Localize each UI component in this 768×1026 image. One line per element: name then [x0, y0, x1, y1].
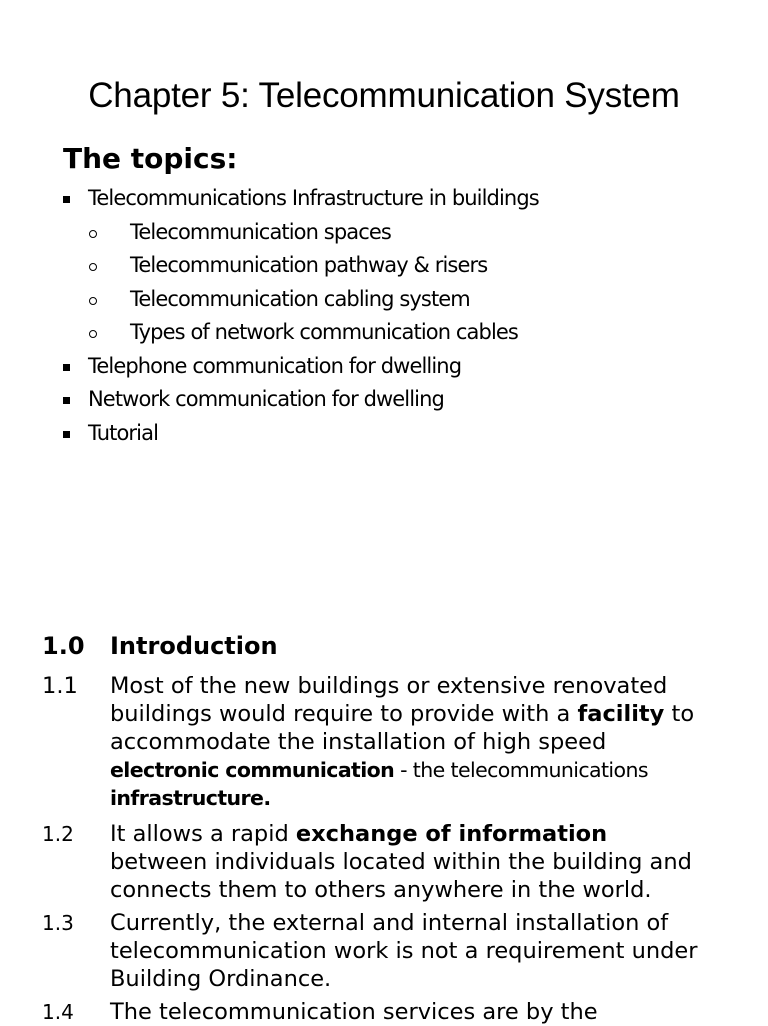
section-heading	[42, 632, 278, 660]
subtopic-text: Telecommunication spaces	[130, 219, 391, 244]
paragraph-number: 1.1	[42, 673, 78, 699]
paragraph-line: The telecommunication services are by the	[110, 999, 598, 1025]
square-bullet-icon	[63, 397, 70, 404]
paragraph-line: Most of the new buildings or extensive renovated	[110, 673, 668, 699]
chapter-title: Chapter 5: Telecommunication System	[88, 76, 680, 115]
circle-bullet-icon	[89, 297, 97, 305]
subtopic-text: Telecommunication cabling system	[130, 286, 470, 311]
square-bullet-icon	[63, 196, 70, 203]
subtopic-item	[0, 218, 768, 252]
topic-item	[0, 419, 768, 453]
paragraph-number: 1.2	[42, 822, 74, 846]
square-bullet-icon	[63, 364, 70, 371]
topics-heading: The topics:	[63, 142, 238, 175]
section-title: Introduction	[110, 632, 278, 660]
bold-term: exchange of information	[295, 821, 608, 847]
text-run: It allows a rapid	[110, 821, 296, 847]
topic-text: Tutorial	[88, 420, 159, 445]
paragraph-line	[110, 784, 750, 812]
circle-bullet-icon	[89, 330, 97, 338]
bold-term: electronic communication	[110, 758, 395, 782]
paragraph-body	[110, 820, 750, 904]
topic-text: Telephone communication for dwelling	[88, 353, 462, 378]
topic-text: Network communication for dwelling	[88, 387, 444, 411]
bold-term: infrastructure.	[110, 786, 271, 810]
subtopic-item	[0, 251, 768, 285]
topic-item	[0, 352, 768, 386]
bold-term: facility	[577, 701, 665, 727]
text-run: - the telecommunications	[394, 758, 648, 782]
paragraph-line: telecommunication work is not a requirement under	[110, 938, 698, 964]
circle-bullet-icon	[89, 230, 97, 238]
circle-bullet-icon	[89, 263, 97, 271]
subtopic-text: Types of network communication cables	[130, 320, 518, 344]
paragraph-body	[110, 672, 750, 812]
paragraph-line	[110, 820, 750, 848]
paragraph-line: accommodate the installation of high speed	[110, 729, 607, 755]
topic-item	[0, 385, 768, 419]
text-run: buildings would require to provide with a	[110, 701, 578, 727]
text-run: to	[664, 701, 695, 727]
topics-list	[0, 184, 768, 452]
paragraph-line: Building Ordinance.	[110, 966, 332, 992]
paragraph-line: Currently, the external and internal installation of	[110, 910, 669, 936]
paragraph-number: 1.4	[42, 1000, 74, 1024]
section-number: 1.0	[42, 632, 85, 660]
paragraph-body	[110, 998, 750, 1026]
paragraph-body	[110, 909, 750, 993]
topic-item	[0, 184, 768, 218]
paragraph-line: connects them to others anywhere in the world.	[110, 877, 652, 903]
square-bullet-icon	[63, 431, 70, 438]
paragraph-number: 1.3	[42, 911, 74, 935]
subtopic-text: Telecommunication pathway & risers	[130, 253, 488, 277]
paragraph-line	[110, 756, 750, 784]
paragraph-line: between individuals located within the building and	[110, 849, 692, 875]
paragraph-line	[110, 700, 750, 728]
subtopic-item	[0, 318, 768, 352]
topic-text: Telecommunications Infrastructure in buildings	[88, 186, 539, 210]
subtopic-item	[0, 285, 768, 319]
